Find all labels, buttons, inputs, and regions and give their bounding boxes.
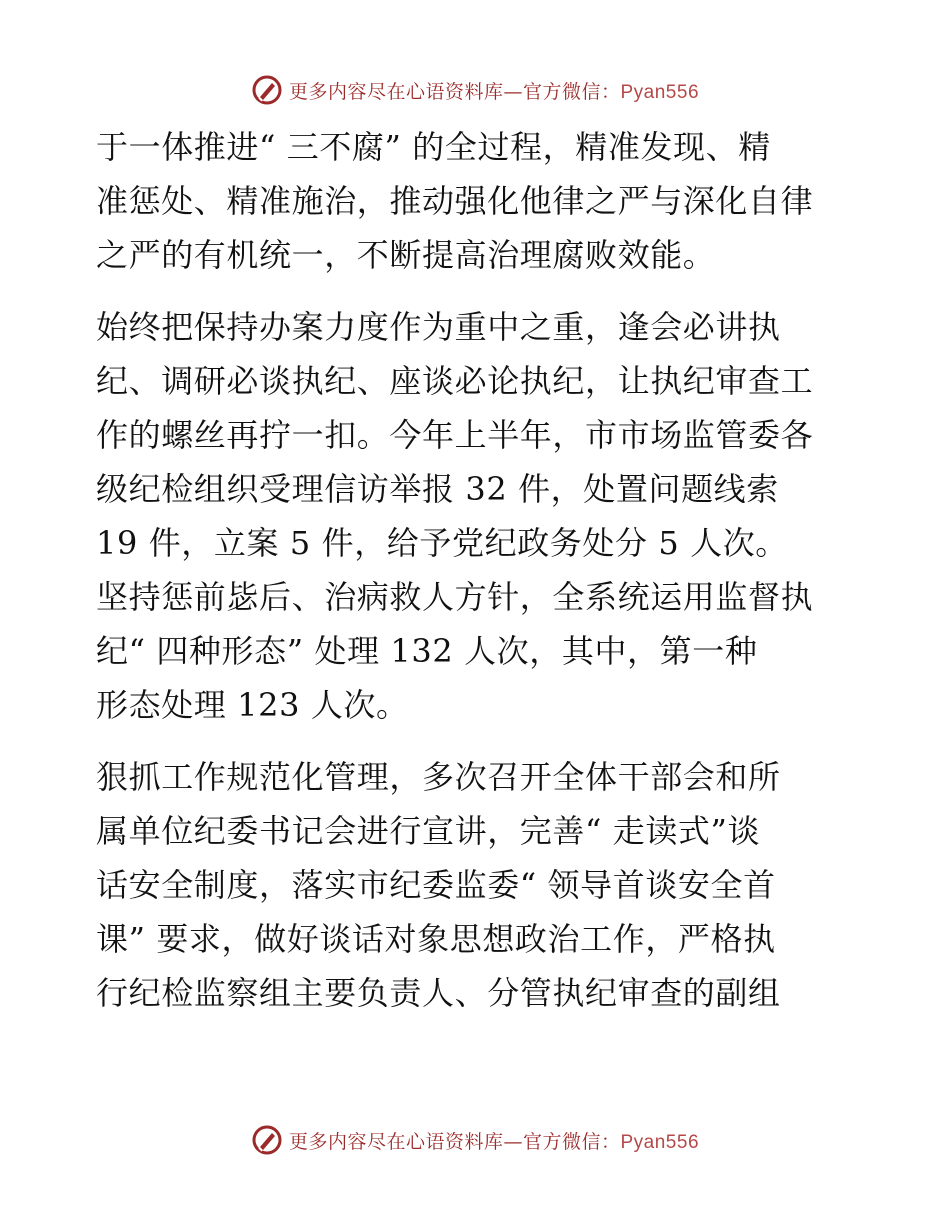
footer-watermark: [0, 1120, 950, 1160]
watermark-id: Pyan556: [620, 81, 700, 103]
text-line: 形态处理 123 人次。: [96, 686, 409, 724]
paragraph: [96, 120, 856, 282]
text-line: 19 件，立案 5 件，给予党纪政务处分 5 人次。: [96, 524, 788, 562]
text-line: 之严的有机统一，不断提高治理腐败效能。: [96, 236, 716, 274]
text-line: 始终把保持办案力度作为重中之重，逢会必讲执: [96, 308, 781, 346]
header-watermark: [0, 70, 950, 110]
paragraph: [96, 750, 856, 1020]
text-line: 作的螺丝再拧一扣。今年上半年，市市场监管委各: [96, 416, 814, 454]
text-line: 属单位纪委书记会进行宣讲，完善“ 走读式”谈: [96, 812, 761, 850]
text-line: 行纪检监察组主要负责人、分管执纪审查的副组: [96, 974, 781, 1012]
text-line: 准惩处、精准施治，推动强化他律之严与深化自律: [96, 182, 814, 220]
pen-logo-icon: [251, 74, 283, 106]
text-line: 于一体推进“ 三不腐” 的全过程，精准发现、精: [96, 128, 771, 166]
paragraph: [96, 300, 856, 732]
text-line: 课” 要求，做好谈话对象思想政治工作，严格执: [96, 920, 776, 958]
text-line: 话安全制度，落实市纪委监委“ 领导首谈安全首: [96, 866, 776, 904]
watermark-text: 更多内容尽在心语资料库—官方微信：Pyan556: [288, 80, 700, 103]
text-line: 级纪检组织受理信访举报 32 件，处置问题线索: [96, 470, 779, 508]
text-line: 坚持惩前毖后、治病救人方针，全系统运用监督执: [96, 578, 814, 616]
watermark-text: 更多内容尽在心语资料库—官方微信：Pyan556: [288, 1130, 700, 1153]
document-body: [96, 120, 856, 1038]
text-line: 狠抓工作规范化管理，多次召开全体干部会和所: [96, 758, 781, 796]
text-line: 纪“ 四种形态” 处理 132 人次，其中，第一种: [96, 632, 758, 670]
text-line: 纪、调研必谈执纪、座谈必论执纪，让执纪审查工: [96, 362, 814, 400]
watermark-id: Pyan556: [620, 1131, 700, 1153]
pen-logo-icon: [251, 1124, 283, 1156]
